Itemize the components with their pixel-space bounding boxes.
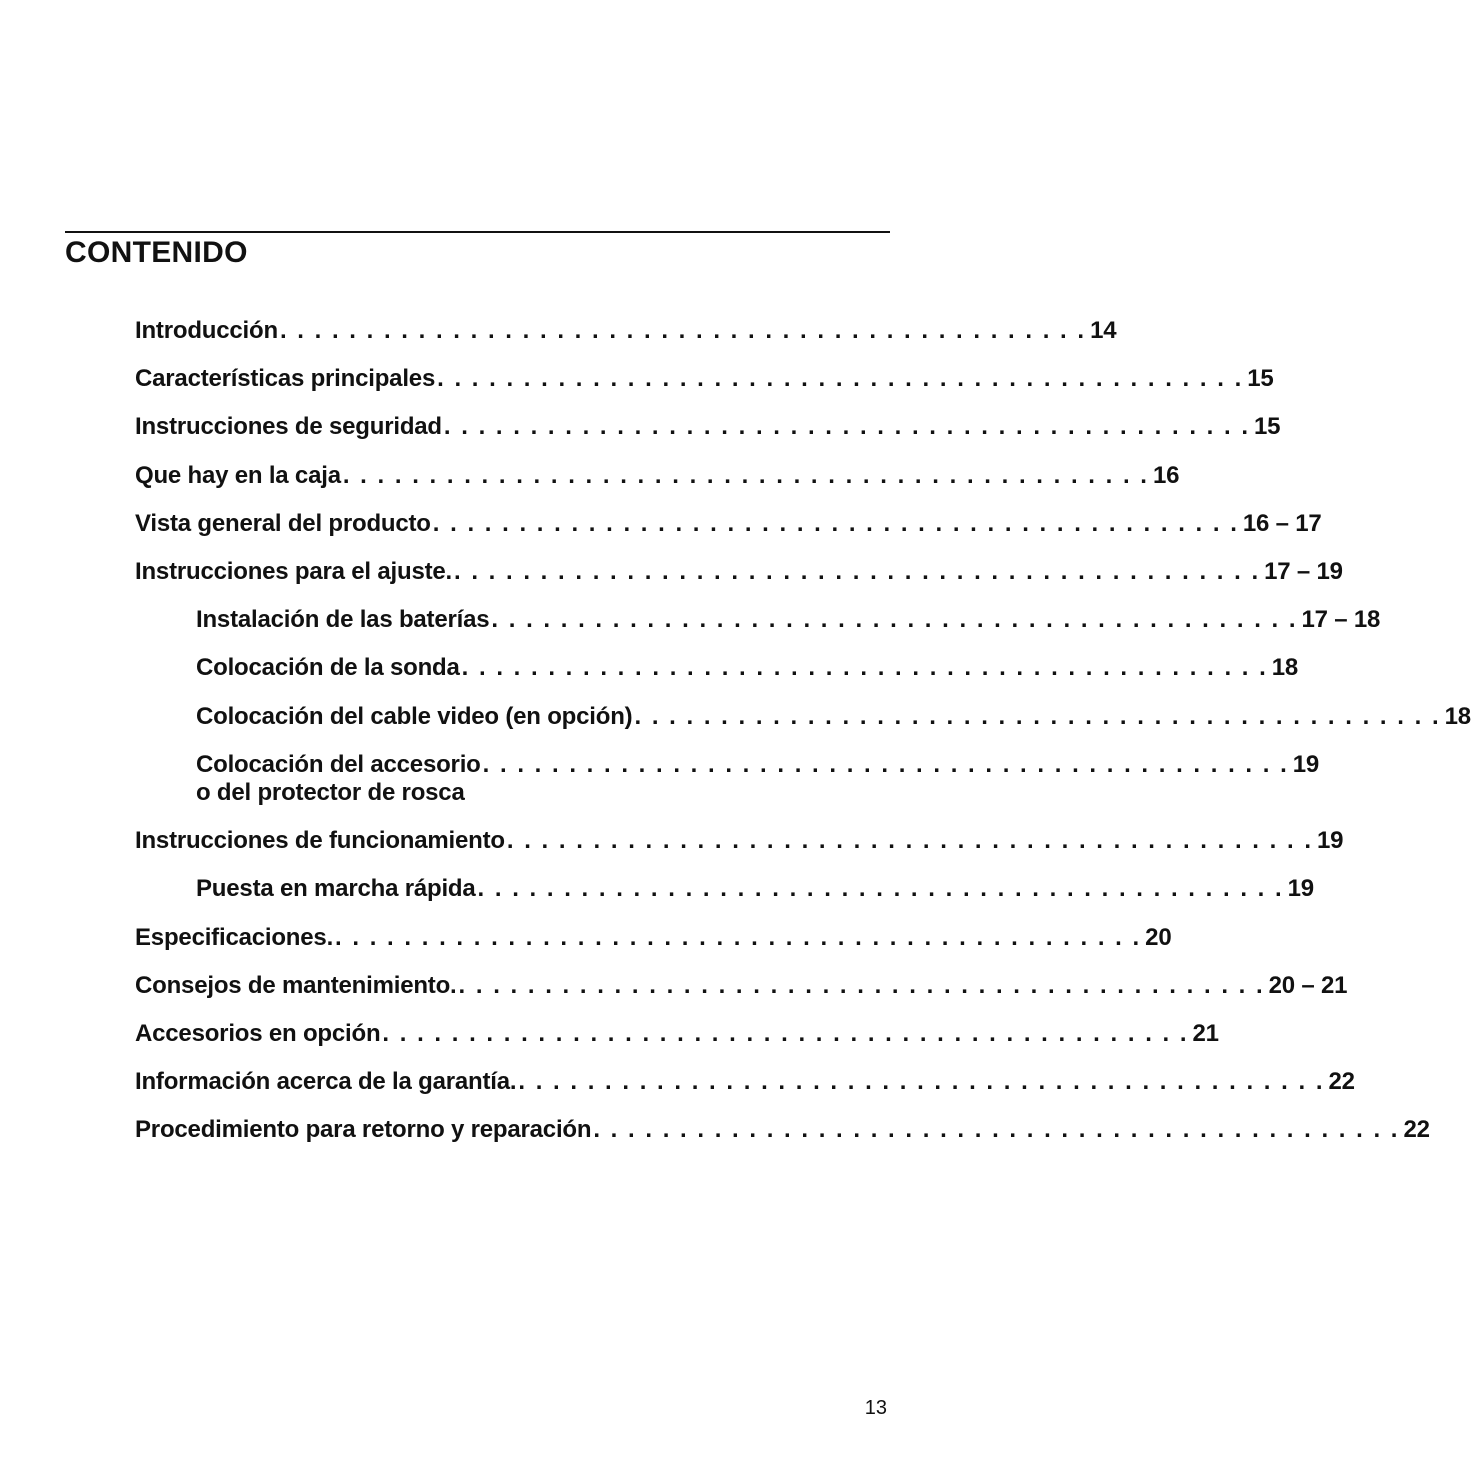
toc-leader-dots: . . . . . . . . . . . . . . . . . . . . . . . . . . . . . . . . . . . . . . . . . . . . . . . [458, 971, 1265, 999]
toc-entry [135, 827, 1344, 875]
toc-entry-title: Instalación de las baterías [196, 606, 490, 634]
toc-entry-title: Vista general del producto [135, 509, 431, 537]
toc-leader-dots: . . . . . . . . . . . . . . . . . . . . . . . . . . . . . . . . . . . . . . . . . . . . . . . [634, 702, 1441, 730]
toc-leader-dots: . . . . . . . . . . . . . . . . . . . . . . . . . . . . . . . . . . . . . . . . . . . . . . . [461, 654, 1268, 682]
toc-entry-page: 19 [1316, 827, 1344, 855]
toc-entry-page: 21 [1192, 1019, 1219, 1047]
toc-leader-dots: . . . . . . . . . . . . . . . . . . . . . . . . . . . . . . . . . . . . . . . . . . . . . . . [443, 413, 1251, 441]
toc-entry [135, 317, 1117, 365]
toc-entry-page: 22 [1403, 1116, 1430, 1144]
toc-entry [135, 557, 1343, 606]
toc-entry-page: 17 – 18 [1301, 606, 1381, 634]
toc-entry-title: Colocación del accesorio [196, 750, 481, 778]
toc-entry-title-continuation: o del protector de rosca [196, 778, 465, 806]
table-of-contents [135, 317, 1471, 1165]
toc-entry-title: Información acerca de la garantía. [135, 1068, 517, 1096]
toc-entry-title: Introducción [135, 317, 278, 344]
toc-entry-title: Colocación del cable video (en opción) [196, 702, 633, 730]
toc-leader-dots: . . . . . . . . . . . . . . . . . . . . . . . . . . . . . . . . . . . . . . . . . . . . . . . [518, 1068, 1325, 1096]
toc-leader-dots: . . . . . . . . . . . . . . . . . . . . . . . . . . . . . . . . . . . . . . . . . . . . . . . [593, 1116, 1400, 1144]
toc-entry-title: Consejos de mantenimiento. [135, 971, 457, 999]
toc-entry-page: 17 – 19 [1264, 557, 1343, 585]
toc-entry [135, 971, 1348, 1020]
toc-entry-page: 16 – 17 [1242, 509, 1322, 537]
toc-leader-dots: . . . . . . . . . . . . . . . . . . . . . . . . . . . . . . . . . . . . . . . . . . . . . . . [335, 923, 1142, 951]
toc-entry-page: 18 [1271, 654, 1299, 682]
toc-leader-dots: . . . . . . . . . . . . . . . . . . . . . . . . . . . . . . . . . . . . . . . . . . . . . . . [342, 461, 1149, 489]
page-number: 13 [864, 1397, 887, 1419]
toc-entry-page: 20 – 21 [1268, 971, 1348, 999]
toc-leader-dots: . . . . . . . . . . . . . . . . . . . . . . . . . . . . . . . . . . . . . . . . . . . . . . . [491, 606, 1298, 634]
toc-entry-title: Especificaciones. [135, 923, 334, 951]
toc-leader-dots: . . . . . . . . . . . . . . . . . . . . . . . . . . . . . . . . . . . . . . . . . . . . . . . [382, 1019, 1189, 1047]
toc-entry-title: Accesorios en opción [135, 1019, 381, 1047]
toc-leader-dots: . . . . . . . . . . . . . . . . . . . . . . . . . . . . . . . . . . . . . . . . . . . . . . . [454, 557, 1261, 585]
toc-entry [135, 509, 1322, 558]
toc-entry-page: 19 [1287, 875, 1314, 903]
toc-leader-dots: . . . . . . . . . . . . . . . . . . . . . . . . . . . . . . . . . . . . . . . . . . . . . . . [279, 317, 1087, 344]
toc-entry-title: Instrucciones de funcionamiento [135, 827, 505, 855]
toc-leader-dots: . . . . . . . . . . . . . . . . . . . . . . . . . . . . . . . . . . . . . . . . . . . . . . . [432, 509, 1239, 537]
toc-entry-page: 16 [1152, 461, 1180, 489]
toc-entry [135, 461, 1180, 510]
toc-entry-page: 20 [1145, 923, 1172, 951]
page-title: CONTENIDO [65, 236, 248, 269]
heading-rule [65, 231, 890, 233]
toc-entry-title: Instrucciones de seguridad [135, 413, 442, 441]
toc-entry [135, 365, 1274, 413]
toc-entry [135, 413, 1281, 461]
toc-entry [135, 1116, 1430, 1164]
toc-entry [135, 1068, 1355, 1116]
toc-entry-page: 15 [1247, 365, 1274, 393]
toc-leader-dots: . . . . . . . . . . . . . . . . . . . . . . . . . . . . . . . . . . . . . . . . . . . . . . . [482, 750, 1289, 778]
toc-subentry [135, 750, 1320, 828]
toc-leader-dots: . . . . . . . . . . . . . . . . . . . . . . . . . . . . . . . . . . . . . . . . . . . . . . . [437, 365, 1244, 393]
toc-entry-page: 14 [1090, 317, 1117, 344]
toc-leader-dots: . . . . . . . . . . . . . . . . . . . . . . . . . . . . . . . . . . . . . . . . . . . . . . . [477, 875, 1284, 903]
toc-entry [135, 923, 1172, 972]
toc-entry-title: Colocación de la sonda [196, 654, 460, 682]
toc-subentry [135, 654, 1299, 702]
toc-entry-title: Procedimiento para retorno y reparación [135, 1116, 592, 1144]
toc-subentry [135, 875, 1314, 923]
toc-subentry [135, 702, 1471, 751]
toc-entry-title: Que hay en la caja [135, 461, 341, 489]
toc-entry-page: 15 [1254, 413, 1281, 441]
toc-entry [135, 1019, 1219, 1068]
toc-leader-dots: . . . . . . . . . . . . . . . . . . . . . . . . . . . . . . . . . . . . . . . . . . . . . . . [506, 827, 1313, 855]
toc-entry-title: Puesta en marcha rápida [196, 875, 476, 903]
toc-entry-page: 19 [1292, 750, 1320, 778]
toc-entry-page: 18 [1444, 702, 1471, 730]
toc-entry-page: 22 [1328, 1068, 1355, 1096]
toc-entry-title: Instrucciones para el ajuste. [135, 557, 452, 585]
toc-entry-title: Características principales [135, 365, 436, 393]
toc-subentry [135, 606, 1381, 654]
